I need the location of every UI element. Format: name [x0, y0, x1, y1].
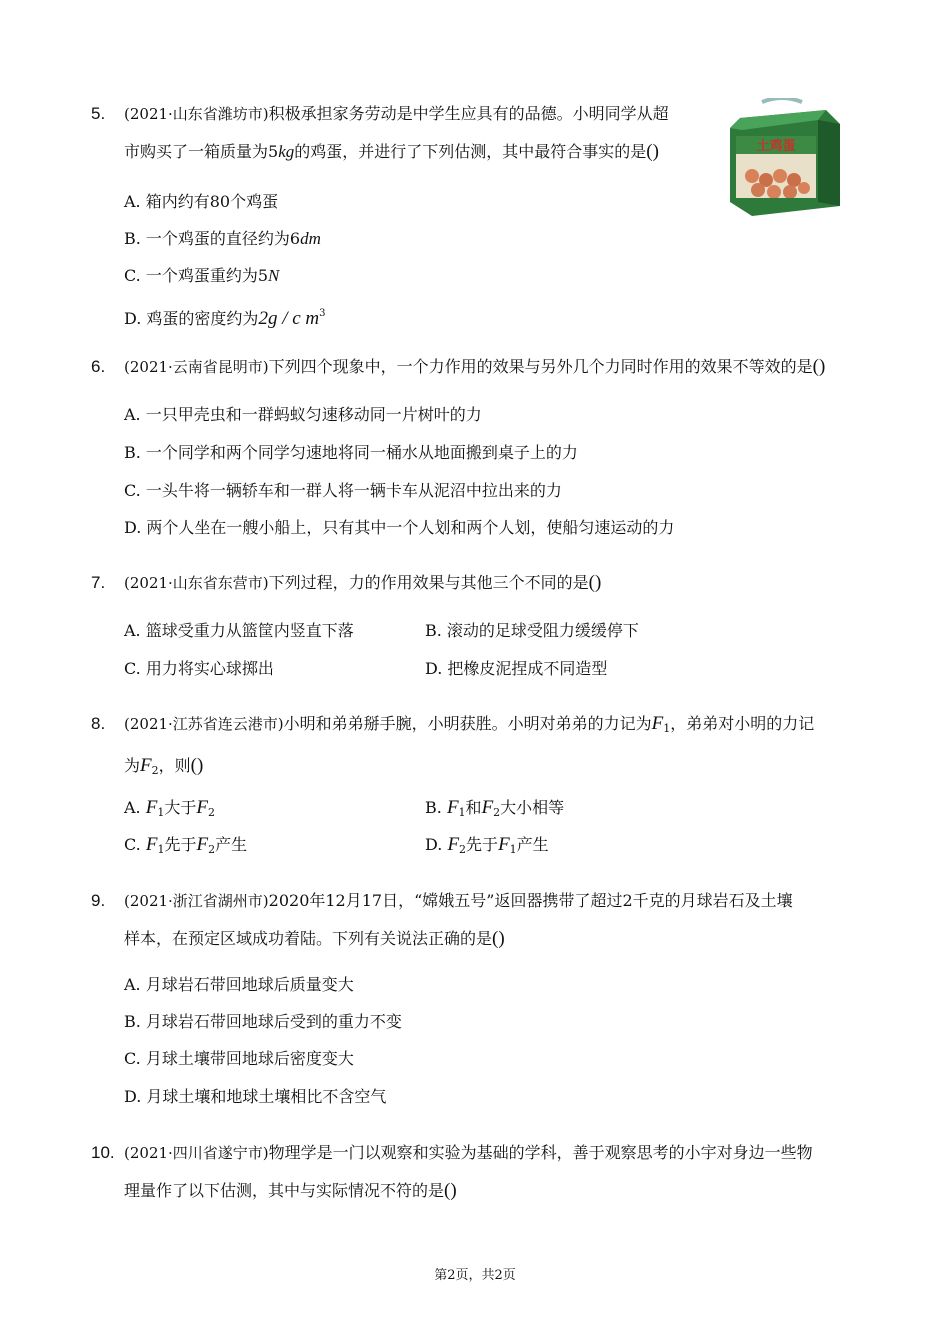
option-a: A. 篮球受重力从篮筐内竖直下落 [124, 621, 354, 640]
egg-box-image [722, 98, 844, 218]
page-footer: 第2页，共2页 [434, 1268, 516, 1283]
option-d: D. 月球土壤和地球土壤相比不含空气 [124, 1087, 387, 1106]
option-d: D. 把橡皮泥捏成不同造型 [425, 659, 608, 678]
question-stem: (2021·山东省东营市)下列过程，力的作用效果与其他三个不同的是() [124, 572, 602, 593]
option-c: C. 用力将实心球掷出 [124, 659, 274, 678]
option-d: D. 两个人坐在一艘小船上，只有其中一个人划和两个人划，使船匀速运动的力 [124, 518, 675, 537]
option-b: B. 一个鸡蛋的直径约为6dm [124, 229, 321, 248]
option-b: B. 滚动的足球受阻力缓缓停下 [425, 621, 639, 640]
option-d: D. $F_2$先于$F_1$产生 [425, 834, 549, 856]
question-number: 8. [91, 714, 106, 733]
question-number: 7. [91, 573, 106, 592]
option-a: A. $F_1$大于$F_2$ [124, 797, 215, 819]
option-c: C. 一头牛将一辆轿车和一群人将一辆卡车从泥沼中拉出来的力 [124, 481, 562, 500]
option-c: C. 月球土壤带回地球后密度变大 [124, 1049, 354, 1068]
option-c: C. 一个鸡蛋重约为5N [124, 266, 280, 285]
question-stem: (2021·江苏省连云港市)小明和弟弟掰手腕，小明获胜。小明对弟弟的力记为$F_1$，弟弟对小明的力记 为$F_2$，则() [124, 713, 815, 777]
option-a: A. 一只甲壳虫和一群蚂蚁匀速移动同一片树叶的力 [124, 405, 482, 424]
option-a: A. 月球岩石带回地球后质量变大 [124, 975, 354, 994]
question-stem: (2021·浙江省湖州市)2020年12月17日，“嫦娥五号”返回器携带了超过2千克的月球岩石及土壤 样本，在预定区域成功着陆。下列有关说法正确的是() [124, 891, 793, 949]
question-stem: (2021·山东省潍坊市)积极承担家务劳动是中学生应具有的品德。小明同学从超 市购买了一箱质量为5kg的鸡蛋，并进行了下列估测，其中最符合事实的是() [124, 104, 669, 162]
question-number: 10. [91, 1143, 115, 1162]
answer-blank: () [646, 141, 659, 162]
question-number: 9. [91, 891, 106, 910]
question-source: (2021·山东省潍坊市) [124, 105, 269, 123]
option-b: B. 一个同学和两个同学匀速地将同一桶水从地面搬到桌子上的力 [124, 443, 578, 462]
question-stem: (2021·四川省遂宁市)物理学是一门以观察和实验为基础的学科，善于观察思考的小宇对身边一些物 理量作了以下估测，其中与实际情况不符的是() [124, 1143, 813, 1201]
option-c: C. $F_1$先于$F_2$产生 [124, 834, 248, 856]
option-b: B. 月球岩石带回地球后受到的重力不变 [124, 1012, 402, 1031]
question-number: 5. [91, 104, 106, 123]
option-d: D. 鸡蛋的密度约为2g / c $m^3$ [124, 308, 326, 329]
egg-box-label: 土鸡蛋 [756, 139, 796, 154]
question-stem: (2021·云南省昆明市)下列四个现象中，一个力作用的效果与另外几个力同时作用的效果不等效的是() [124, 356, 826, 377]
option-a: A. 箱内约有80个鸡蛋 [124, 192, 279, 211]
question-number: 6. [91, 357, 106, 376]
option-b: B. $F_1$和$F_2$大小相等 [425, 797, 565, 819]
